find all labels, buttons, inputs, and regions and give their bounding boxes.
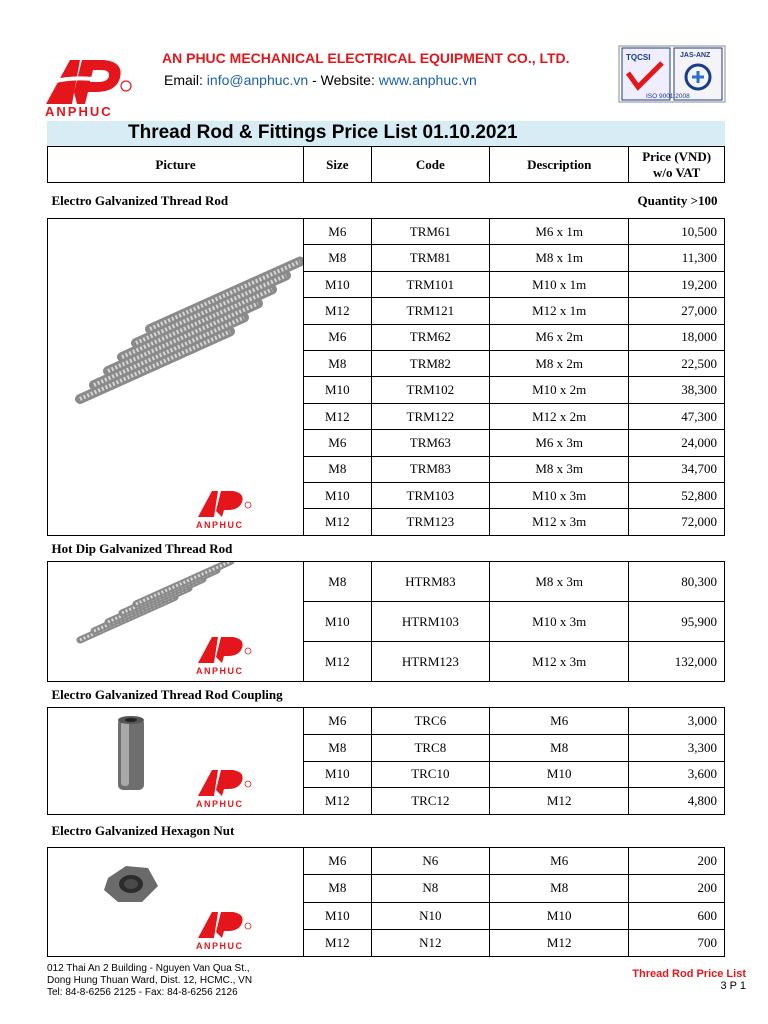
header-price-line2: w/o VAT <box>653 164 701 180</box>
cell-code: TRC8 <box>371 734 489 761</box>
cell-code: TRM102 <box>371 377 489 403</box>
cell-size: M8 <box>304 734 372 761</box>
cell-size: M6 <box>304 324 372 350</box>
cell-price: 700 <box>629 929 725 956</box>
cell-code: TRC6 <box>371 708 489 735</box>
cell-code: TRM122 <box>371 403 489 429</box>
table-header-row <box>48 147 725 183</box>
cell-size: M8 <box>304 351 372 377</box>
cell-price: 24,000 <box>629 430 725 456</box>
section-title: Electro Galvanized Thread Rod <box>48 183 629 219</box>
product-picture-rods <box>48 219 303 531</box>
cell-description: M10 x 2m <box>490 377 629 403</box>
cell-description: M6 <box>490 848 629 875</box>
email-label: Email: <box>164 72 203 88</box>
section-note <box>629 682 725 708</box>
section-note <box>629 536 725 562</box>
cell-code: TRC12 <box>371 788 489 815</box>
cell-size: M8 <box>304 245 372 271</box>
company-name: AN PHUC MECHANICAL ELECTRICAL EQUIPMENT CO., LTD. <box>162 50 570 66</box>
cell-code: TRM121 <box>371 298 489 324</box>
section-title: Hot Dip Galvanized Thread Rod <box>48 536 629 562</box>
section-title: Electro Galvanized Thread Rod Coupling <box>48 682 629 708</box>
picture-cell <box>48 562 304 682</box>
section-title-row <box>48 682 725 708</box>
header-description: Description <box>490 147 629 183</box>
footer-address-line1: 012 Thai An 2 Building - Nguyen Van Qua St., <box>47 963 250 974</box>
price-table <box>47 146 725 957</box>
section-title-row <box>48 815 725 848</box>
thread-rod-image <box>80 262 300 400</box>
cell-size: M12 <box>304 509 372 536</box>
header-picture: Picture <box>48 147 304 183</box>
coupling-image <box>118 716 144 790</box>
cell-description: M12 <box>490 788 629 815</box>
cell-size: M10 <box>304 271 372 297</box>
cell-description: M8 x 2m <box>490 351 629 377</box>
cell-code: N12 <box>371 929 489 956</box>
cell-price: 200 <box>629 875 725 902</box>
cell-description: M8 x 3m <box>490 562 629 602</box>
cell-description: M8 <box>490 875 629 902</box>
picture-logo-wordmark: ANPHUC <box>196 941 244 951</box>
cell-code: TRM83 <box>371 456 489 482</box>
cert-iso-label: ISO 9001:2008 <box>646 93 690 100</box>
cell-code: TRM103 <box>371 483 489 509</box>
cell-description: M12 x 1m <box>490 298 629 324</box>
picture-cell <box>48 219 304 536</box>
cell-price: 3,300 <box>629 734 725 761</box>
cell-code: TRM123 <box>371 509 489 536</box>
cell-price: 600 <box>629 902 725 929</box>
cell-price: 47,300 <box>629 403 725 429</box>
cell-price: 52,800 <box>629 483 725 509</box>
cell-code: TRM101 <box>371 271 489 297</box>
cell-size: M12 <box>304 642 372 682</box>
anphuc-logo-icon <box>196 637 251 676</box>
product-picture-rods-small <box>48 562 303 677</box>
cell-size: M6 <box>304 219 372 245</box>
cell-code: TRM61 <box>371 219 489 245</box>
cell-description: M10 x 1m <box>490 271 629 297</box>
cell-price: 72,000 <box>629 509 725 536</box>
cell-description: M12 x 3m <box>490 509 629 536</box>
picture-logo-wordmark: ANPHUC <box>196 520 244 530</box>
cell-code: TRC10 <box>371 761 489 788</box>
cell-size: M8 <box>304 562 372 602</box>
email-link[interactable]: info@anphuc.vn <box>206 72 309 88</box>
cell-price: 38,300 <box>629 377 725 403</box>
contact-line <box>164 72 477 88</box>
product-picture-coupling <box>48 708 303 810</box>
picture-cell <box>48 708 304 815</box>
cell-description: M10 <box>490 902 629 929</box>
header-price-line1: Price (VND) <box>642 148 712 164</box>
cell-code: HTRM103 <box>371 602 489 642</box>
cell-size: M12 <box>304 929 372 956</box>
picture-cell <box>48 848 304 957</box>
cell-description: M10 x 3m <box>490 602 629 642</box>
cell-code: TRM81 <box>371 245 489 271</box>
cell-code: TRM82 <box>371 351 489 377</box>
picture-logo-wordmark: ANPHUC <box>196 666 244 676</box>
website-link[interactable]: www.anphuc.vn <box>378 72 477 88</box>
anphuc-logo-icon <box>196 912 251 951</box>
footer-address-line2: Dong Hung Thuan Ward, Dist. 12, HCMC., VN <box>47 975 253 986</box>
header-size: Size <box>304 147 372 183</box>
cell-code: TRM63 <box>371 430 489 456</box>
section-note: Quantity >100 <box>629 183 725 219</box>
footer-right <box>632 968 746 992</box>
cell-price: 132,000 <box>629 642 725 682</box>
logo-wordmark: ANPHUC <box>45 104 113 119</box>
footer-doc-title: Thread Rod Price List <box>632 968 746 980</box>
cell-price: 80,300 <box>629 562 725 602</box>
cell-price: 11,300 <box>629 245 725 271</box>
cert-right-label: JAS-ANZ <box>680 52 711 59</box>
cell-price: 4,800 <box>629 788 725 815</box>
cell-price: 200 <box>629 848 725 875</box>
section-note <box>629 815 725 848</box>
cell-price: 19,200 <box>629 271 725 297</box>
page-title: Thread Rod & Fittings Price List 01.10.2021 <box>128 122 518 143</box>
cell-size: M12 <box>304 788 372 815</box>
cell-description: M12 x 2m <box>490 403 629 429</box>
cell-price: 34,700 <box>629 456 725 482</box>
cell-description: M12 x 3m <box>490 642 629 682</box>
header-code: Code <box>371 147 489 183</box>
cell-size: M8 <box>304 875 372 902</box>
anphuc-logo-icon <box>196 491 251 530</box>
contact-separator: - <box>312 72 317 88</box>
cell-price: 95,900 <box>629 602 725 642</box>
cell-description: M6 <box>490 708 629 735</box>
hex-nut-image <box>104 866 158 902</box>
footer-address <box>47 963 252 999</box>
cell-size: M6 <box>304 848 372 875</box>
cell-code: N10 <box>371 902 489 929</box>
cell-code: HTRM83 <box>371 562 489 602</box>
cell-price: 27,000 <box>629 298 725 324</box>
cell-description: M6 x 3m <box>490 430 629 456</box>
cell-price: 18,000 <box>629 324 725 350</box>
cell-description: M8 x 3m <box>490 456 629 482</box>
thread-rod-image <box>80 562 231 640</box>
cell-price: 10,500 <box>629 219 725 245</box>
cell-description: M10 x 3m <box>490 483 629 509</box>
cell-description: M6 x 1m <box>490 219 629 245</box>
picture-logo-wordmark: ANPHUC <box>196 799 244 809</box>
cell-description: M6 x 2m <box>490 324 629 350</box>
cell-price: 3,000 <box>629 708 725 735</box>
cell-size: M6 <box>304 708 372 735</box>
cell-size: M12 <box>304 298 372 324</box>
cell-description: M10 <box>490 761 629 788</box>
footer-page-number: 3 P 1 <box>720 980 746 992</box>
cell-code: HTRM123 <box>371 642 489 682</box>
table-row <box>48 708 725 735</box>
section-title-row <box>48 536 725 562</box>
cell-size: M10 <box>304 377 372 403</box>
website-label: Website: <box>320 72 375 88</box>
cell-code: N6 <box>371 848 489 875</box>
cert-left-label: TQCSI <box>626 53 651 62</box>
section-title-row <box>48 183 725 219</box>
cell-size: M10 <box>304 602 372 642</box>
header-price <box>629 147 725 183</box>
certification-badge-icon <box>618 45 726 103</box>
cell-price: 3,600 <box>629 761 725 788</box>
cell-size: M10 <box>304 902 372 929</box>
cell-size: M6 <box>304 430 372 456</box>
cell-description: M8 <box>490 734 629 761</box>
footer-address-line3: Tel: 84-8-6256 2125 - Fax: 84-8-6256 2126 <box>47 987 238 998</box>
product-picture-nut <box>48 848 303 952</box>
cell-size: M10 <box>304 761 372 788</box>
cell-description: M8 x 1m <box>490 245 629 271</box>
table-row <box>48 848 725 875</box>
section-title: Electro Galvanized Hexagon Nut <box>48 815 629 848</box>
cell-description: M12 <box>490 929 629 956</box>
cell-code: TRM62 <box>371 324 489 350</box>
cell-price: 22,500 <box>629 351 725 377</box>
table-row <box>48 562 725 602</box>
table-row <box>48 219 725 245</box>
cell-size: M10 <box>304 483 372 509</box>
cell-size: M12 <box>304 403 372 429</box>
cell-code: N8 <box>371 875 489 902</box>
anphuc-logo-icon <box>196 770 251 809</box>
page-header <box>0 0 768 119</box>
cell-size: M8 <box>304 456 372 482</box>
